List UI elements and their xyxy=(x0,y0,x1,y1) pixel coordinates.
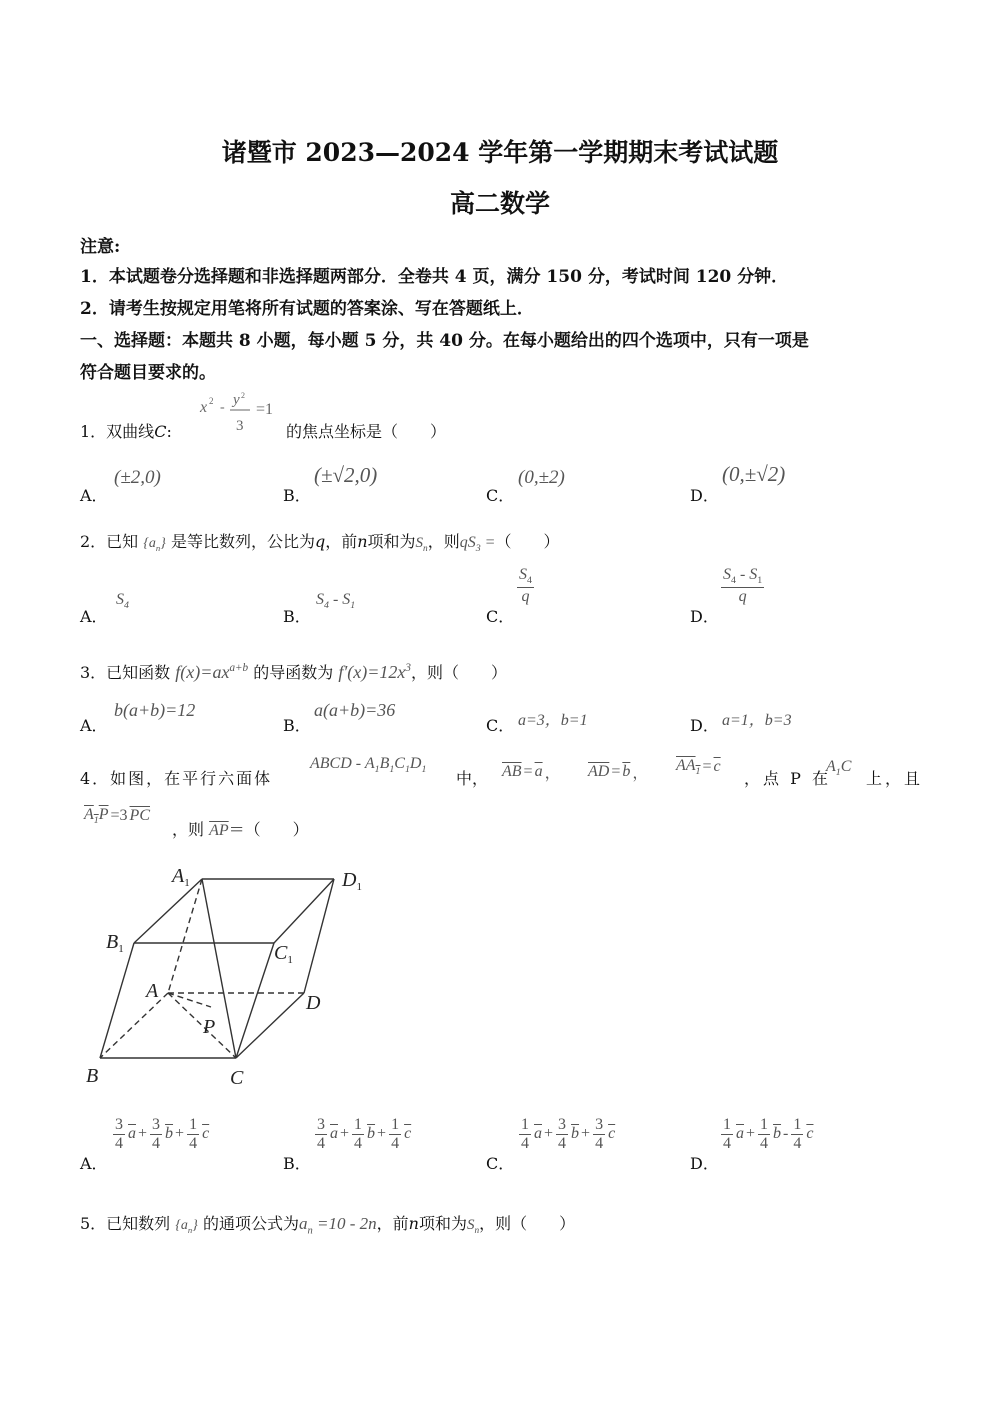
q5-pre: 5．已知数列 xyxy=(80,1214,171,1233)
q4-option-a-value: $\frac{3}{4}$ $\overline{a}$ + $\frac{3}{4}$ $\overline{b}$ + $\frac{1}{4}$ $\overline{c}$ xyxy=(115,1116,210,1152)
q4-vector-ap: $\overline{AP}$ xyxy=(209,822,229,839)
q1-option-d-value: (0,±√2) xyxy=(722,462,786,486)
q2-option-d-value: $\frac{S_4 - S_1}{q}$ xyxy=(723,566,763,606)
q3-option-b-label: B． xyxy=(283,716,311,735)
q5-post: ，则（ ） xyxy=(479,1214,576,1233)
q4-mid: 中， xyxy=(456,769,489,788)
q2-mid3: 项和为 xyxy=(367,532,416,551)
q1-option-d-label: D． xyxy=(690,486,719,505)
q1-stem xyxy=(80,419,172,442)
svg-text:2: 2 xyxy=(209,396,214,406)
q2-stem xyxy=(80,529,559,554)
q4-then: ，则 xyxy=(172,820,205,839)
vertex-label-d1: $D_1$ xyxy=(342,869,362,893)
q2-mid1: 是等比数列，公比为 xyxy=(170,532,315,551)
q2-pre: 2．已知 xyxy=(80,532,139,551)
exam-subtitle: 高二数学 xyxy=(449,189,550,218)
q1-post: 的焦点坐标是（ ） xyxy=(286,422,447,441)
q1-option-a-label: A． xyxy=(80,486,108,505)
svg-text:-: - xyxy=(220,400,225,415)
q2-option-a-value: $S_4$ xyxy=(116,591,129,612)
q5-sn: $S_n$ xyxy=(466,1217,480,1236)
vertex-label-c: C xyxy=(230,1067,244,1089)
exam-title: 诸暨市 2023—2024 学年第一学期期末考试试题 xyxy=(221,138,779,167)
q2-option-c-label: C． xyxy=(486,607,515,626)
q4-vector-aa1: $AA_1$ = $\overline{c}$ xyxy=(676,757,721,778)
vertex-label-b1: $B_1$ xyxy=(106,931,124,955)
vertex-label-c1: $C_1$ xyxy=(274,942,293,966)
q1-colon: : xyxy=(166,422,172,441)
q4-on: 上，且 xyxy=(866,769,924,788)
parallelepiped-figure xyxy=(84,855,384,1099)
q4-option-a-label: A． xyxy=(80,1154,108,1173)
notice-item-1: 1．本试题卷分选择题和非选择题两部分．全卷共 4 页，满分 150 分，考试时间 120 分钟． xyxy=(80,267,789,287)
q4-vector-ab: $\overline{AB}$ = $\overline{a}$ ， xyxy=(502,762,561,782)
section-heading-line-2: 符合题目要求的。 xyxy=(80,363,216,383)
svg-text:x: x xyxy=(200,399,208,416)
q4-pointtext: ，点 P 在 xyxy=(744,769,831,788)
q3-pre: 3．已知函数 xyxy=(80,663,171,682)
q2-tail: （ ） xyxy=(495,532,560,551)
notice-item-2: 2．请考生按规定用笔将所有试题的答案涂、写在答题纸上． xyxy=(80,299,534,319)
q5-formula: $a_n =10 - 2n$ xyxy=(298,1214,377,1237)
q2-post: ，则 xyxy=(427,532,460,551)
q1-option-b-value: (±√2,0) xyxy=(314,463,378,487)
q2-n: n xyxy=(357,532,368,551)
parallelepiped-diagram xyxy=(84,855,384,1095)
q5-mid2: ，前 xyxy=(376,1214,409,1233)
q4-vector-ad: $\overline{AD}$ = $\overline{b}$ ， xyxy=(588,762,649,782)
q2-option-d-label: D． xyxy=(690,607,719,626)
svg-text:2: 2 xyxy=(241,392,245,400)
q2-option-b-value: $S_4 - S_1$ xyxy=(316,591,356,612)
vertex-label-b: B xyxy=(86,1065,99,1087)
q5-n: n xyxy=(408,1214,419,1233)
svg-text:y: y xyxy=(233,392,240,408)
q4-option-b-label: B． xyxy=(283,1154,311,1173)
svg-text:3: 3 xyxy=(236,418,244,434)
q1-option-a-value: (±2,0) xyxy=(114,467,161,488)
q1-equation xyxy=(196,392,286,442)
q2-sequence: $\{a_n\}$ xyxy=(143,536,166,553)
svg-text:=1: =1 xyxy=(256,401,274,418)
q5-mid3: 项和为 xyxy=(418,1214,467,1233)
q3-function: $f(x)=ax^{a+b}$ xyxy=(175,662,249,682)
q3-option-a-value: b(a+b)=12 xyxy=(114,700,196,720)
q4-segment: $A_1C$ xyxy=(826,758,852,779)
q4-pre: 4．如图，在平行六面体 xyxy=(80,769,273,788)
q4-condition: $A_1P$ =3 $\overline{PC}$ xyxy=(84,806,150,827)
q4-tail: ＝（ ） xyxy=(228,820,309,839)
hyperbola-equation-graphic xyxy=(196,392,286,438)
q4-solid-name: ABCD - $A_1B_1C_1D_1$ xyxy=(310,755,427,776)
q1-pre: 1．双曲线 xyxy=(80,422,155,441)
q3-mid: 的导函数为 xyxy=(253,663,334,682)
q2-mid2: ，前 xyxy=(325,532,358,551)
q4-option-c-value: $\frac{1}{4}$ $\overline{a}$ + $\frac{3}{4}$ $\overline{b}$ + $\frac{3}{4}$ $\overline{c}$ xyxy=(521,1116,616,1152)
q3-derivative: $f'(x)=12x^3$ xyxy=(338,662,411,682)
q3-option-a-label: A． xyxy=(80,716,108,735)
q5-sequence: $\{a_n\}$ xyxy=(175,1218,198,1235)
q2-sn: $S_n$ xyxy=(415,535,428,554)
q3-option-b-value: a(a+b)=36 xyxy=(314,700,396,720)
q2-option-a-label: A． xyxy=(80,607,108,626)
q3-stem xyxy=(80,660,507,683)
q2-option-c-value: $\frac{S_4}{q}$ xyxy=(519,566,532,606)
q4-stem-line1 xyxy=(80,766,272,789)
vertex-label-a: A xyxy=(146,980,159,1002)
q1-var: C xyxy=(154,422,167,441)
q3-post: ，则（ ） xyxy=(411,663,508,682)
q4-option-b-value: $\frac{3}{4}$ $\overline{a}$ + $\frac{1}{4}$ $\overline{b}$ + $\frac{1}{4}$ $\overline{c}$ xyxy=(317,1116,412,1152)
q1-option-c-label: C． xyxy=(486,486,515,505)
q4-option-d-label: D． xyxy=(690,1154,719,1173)
q3-option-d-value: a=1，b=3 xyxy=(722,712,792,729)
q2-option-b-label: B． xyxy=(283,607,311,626)
q5-stem xyxy=(80,1211,575,1236)
q3-option-c-value: a=3，b=1 xyxy=(518,712,588,729)
vertex-label-a1: $A_1$ xyxy=(172,865,190,889)
q1-option-b-label: B． xyxy=(283,486,311,505)
q2-expr: $qS_3$ = xyxy=(459,534,496,555)
point-label-p: P xyxy=(203,1016,216,1038)
notice-heading: 注意: xyxy=(80,237,121,257)
section-heading-line-1: 一、选择题：本题共 8 小题，每小题 5 分，共 40 分。在每小题给出的四个选项中，只有一项是 xyxy=(80,331,809,351)
q4-option-c-label: C． xyxy=(486,1154,515,1173)
q3-option-c-label: C． xyxy=(486,716,515,735)
vertex-label-d: D xyxy=(306,992,321,1014)
q1-option-c-value: (0,±2) xyxy=(518,467,565,488)
q4-stem-line2 xyxy=(172,817,309,840)
q3-option-d-label: D． xyxy=(690,716,719,735)
q4-option-d-value: $\frac{1}{4}$ $\overline{a}$ + $\frac{1}{4}$ $\overline{b}$ - $\frac{1}{4}$ $\overline{c}$ xyxy=(723,1116,814,1152)
q5-mid: 的通项公式为 xyxy=(202,1214,299,1233)
q2-q: q xyxy=(314,532,326,551)
